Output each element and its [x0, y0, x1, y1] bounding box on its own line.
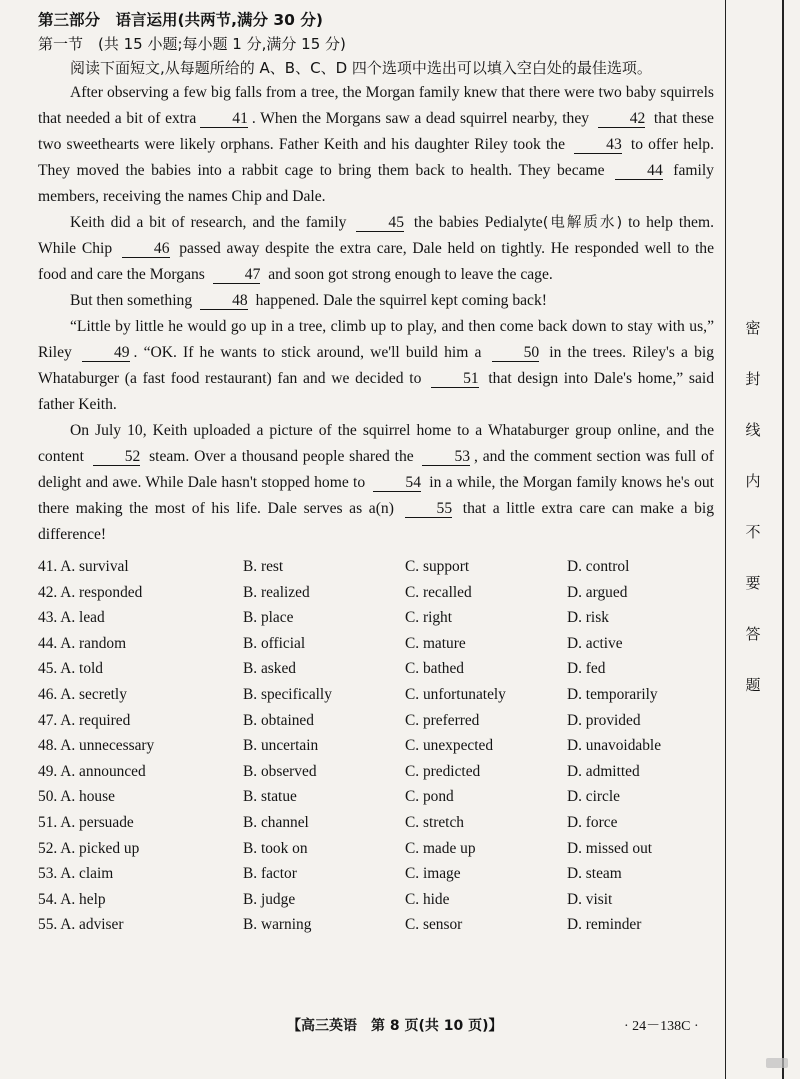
option-a: 44. A. random	[38, 634, 127, 652]
blank-53: 53	[422, 448, 470, 466]
text: steam. Over a thousand people shared the	[149, 448, 414, 465]
option-d: D. admitted	[567, 762, 640, 780]
option-d: D. force	[567, 813, 618, 831]
text: , and the comment section was full of delight and awe. While Dale hasn't stopped home to	[38, 448, 714, 491]
blank-55: 55	[405, 500, 453, 518]
text: happened. Dale the squirrel kept coming back!	[255, 292, 547, 309]
blank-46: 46	[122, 240, 170, 258]
text: the babies Pedialyte	[413, 214, 543, 231]
option-c: C. hide	[405, 890, 450, 908]
text: that these two sweethearts were likely orphans. Father Keith and his daughter Riley took the	[38, 110, 714, 153]
option-a: 46. A. secretly	[38, 685, 127, 703]
option-d: D. visit	[567, 890, 613, 908]
blank-50: 50	[492, 344, 540, 362]
option-a: 50. A. house	[38, 788, 115, 806]
question-51	[38, 810, 714, 836]
text: in the trees. Riley's a big Whataburger	[38, 344, 714, 387]
text: passed away despite the extra care, Dale held on tightly. He responded well to the food and care the Morgans	[38, 240, 714, 283]
parenthetical: (a fast food restaurant)	[124, 370, 272, 387]
option-d: D. fed	[567, 660, 606, 678]
option-a: 43. A. lead	[38, 609, 105, 627]
text: to help them. While Chip	[38, 214, 714, 257]
blank-44: 44	[615, 162, 663, 180]
option-a: 55. A. adviser	[38, 916, 124, 934]
option-d: D. active	[567, 634, 623, 652]
question-45	[38, 656, 714, 682]
option-c: C. image	[405, 865, 461, 883]
question-49	[38, 759, 714, 785]
seal-line-right	[782, 0, 784, 1079]
option-c: C. bathed	[405, 660, 464, 678]
paragraph-3	[38, 288, 714, 314]
question-52	[38, 836, 714, 862]
option-d: D. unavoidable	[567, 737, 662, 755]
option-c: C. unexpected	[405, 737, 494, 755]
footer-title: 【高三英语 第 8 页(共 10 页)】	[287, 1018, 503, 1034]
blank-47: 47	[213, 266, 261, 284]
blank-43: 43	[574, 136, 622, 154]
option-b: B. took on	[243, 839, 308, 857]
option-d: D. temporarily	[567, 685, 658, 703]
option-b: B. factor	[243, 865, 297, 883]
option-a: 41. A. survival	[38, 558, 129, 575]
chinese-note: (电解质水)	[542, 215, 623, 231]
text: in a while, the Morgan family knows he's out there making the most of his life. Dale serves as a(n)	[38, 474, 714, 517]
seal-text	[736, 318, 770, 726]
question-43	[38, 605, 714, 631]
question-48	[38, 733, 714, 759]
seal-char: 要	[745, 574, 761, 592]
option-d: D. reminder	[567, 916, 642, 934]
option-c: C. sensor	[405, 916, 463, 934]
option-a: 52. A. picked up	[38, 839, 140, 857]
option-a: 54. A. help	[38, 890, 106, 908]
question-55	[38, 912, 714, 938]
seal-char: 不	[745, 523, 761, 541]
question-53	[38, 861, 714, 887]
question-42	[38, 580, 714, 606]
option-c: C. preferred	[405, 711, 480, 729]
footer-code: · 24－138C ·	[624, 1019, 699, 1034]
blank-45: 45	[356, 214, 404, 232]
text: . When the Morgans saw a dead squirrel nearby, they	[251, 110, 590, 127]
option-b: B. statue	[243, 788, 297, 806]
option-b: B. obtained	[243, 711, 314, 729]
option-b: B. official	[243, 634, 306, 652]
seal-line-left	[725, 0, 726, 1079]
option-b: B. uncertain	[243, 737, 319, 755]
option-b: B. warning	[243, 916, 312, 934]
option-b: B. rest	[243, 558, 284, 575]
option-a: 51. A. persuade	[38, 813, 134, 831]
text: But then something	[70, 292, 193, 309]
text: to offer help. They moved the babies into a rabbit cage to bring them back to health. They became	[38, 136, 714, 179]
text: and soon got strong enough to leave the cage.	[268, 266, 553, 283]
option-c: C. unfortunately	[405, 685, 506, 703]
option-a: 49. A. announced	[38, 762, 146, 780]
blank-49: 49	[82, 344, 130, 362]
seal-char: 内	[745, 472, 761, 490]
text: that design into Dale's home,” said father Keith.	[38, 370, 714, 413]
passage	[38, 80, 714, 548]
text: that a little extra care can make a big difference!	[38, 500, 714, 543]
option-d: D. provided	[567, 711, 641, 729]
option-b: B. specifically	[243, 685, 332, 703]
option-d: D. missed out	[567, 839, 653, 857]
section-title: 第三部分 语言运用(共两节,满分 30 分)	[38, 11, 323, 29]
blank-51: 51	[431, 370, 479, 388]
paragraph-2	[38, 210, 714, 288]
option-c: C. recalled	[405, 583, 472, 601]
seal-char: 线	[745, 421, 761, 439]
text: Keith did a bit of research, and the family	[70, 214, 347, 231]
option-c: C. stretch	[405, 813, 464, 831]
option-d: D. argued	[567, 583, 628, 601]
options-list	[38, 554, 714, 938]
text: On July 10, Keith uploaded a picture of the squirrel home to a Whataburger group online, and the content	[38, 422, 714, 465]
option-c: C. made up	[405, 839, 476, 857]
text: “Little by little he would go up in a tree, climb up to play, and then come back down to stay with us,” Riley	[38, 318, 714, 361]
content	[38, 8, 714, 938]
scanner-watermark	[766, 1058, 788, 1068]
option-c: C. right	[405, 609, 453, 627]
page-footer	[0, 1015, 800, 1039]
question-44	[38, 631, 714, 657]
option-c: C. pond	[405, 788, 454, 806]
question-54	[38, 887, 714, 913]
option-d: D. control	[567, 558, 630, 575]
blank-41: 41	[200, 110, 248, 128]
option-a: 45. A. told	[38, 660, 103, 678]
option-a: 48. A. unnecessary	[38, 737, 155, 755]
seal-char: 答	[745, 625, 761, 643]
question-46	[38, 682, 714, 708]
option-d: D. steam	[567, 865, 622, 883]
blank-54: 54	[373, 474, 421, 492]
option-b: B. observed	[243, 762, 317, 780]
paragraph-1	[38, 80, 714, 210]
option-b: B. place	[243, 609, 294, 627]
part-title: 第一节 (共 15 小题;每小题 1 分,满分 15 分)	[38, 35, 346, 53]
option-d: D. circle	[567, 788, 620, 806]
seal-char: 封	[745, 370, 761, 388]
question-50	[38, 784, 714, 810]
blank-42: 42	[598, 110, 646, 128]
option-a: 42. A. responded	[38, 583, 143, 601]
question-47	[38, 708, 714, 734]
text: . “OK. If he wants to stick around, we'll build him a	[133, 344, 482, 361]
paragraph-5	[38, 418, 714, 548]
text: family members, receiving the names Chip and Dale.	[38, 162, 714, 205]
option-a: 47. A. required	[38, 711, 131, 729]
option-b: B. channel	[243, 813, 309, 831]
instruction: 阅读下面短文,从每题所给的 A、B、C、D 四个选项中选出可以填入空白处的最佳选项。	[70, 59, 652, 77]
text: fan and we decided to	[277, 370, 422, 387]
option-c: C. support	[405, 558, 470, 575]
option-b: B. realized	[243, 583, 310, 601]
option-b: B. asked	[243, 660, 297, 678]
blank-48: 48	[200, 292, 248, 310]
question-41	[38, 554, 714, 580]
paragraph-4	[38, 314, 714, 418]
option-c: C. predicted	[405, 762, 481, 780]
option-d: D. risk	[567, 609, 609, 627]
option-a: 53. A. claim	[38, 865, 114, 883]
blank-52: 52	[93, 448, 141, 466]
option-b: B. judge	[243, 890, 296, 908]
seal-char: 题	[745, 676, 761, 694]
seal-char: 密	[745, 319, 761, 337]
option-c: C. mature	[405, 634, 466, 652]
text: After observing a few big falls from a tree, the Morgan family knew that there were two baby squirrels that needed a bit of extra	[38, 84, 714, 127]
